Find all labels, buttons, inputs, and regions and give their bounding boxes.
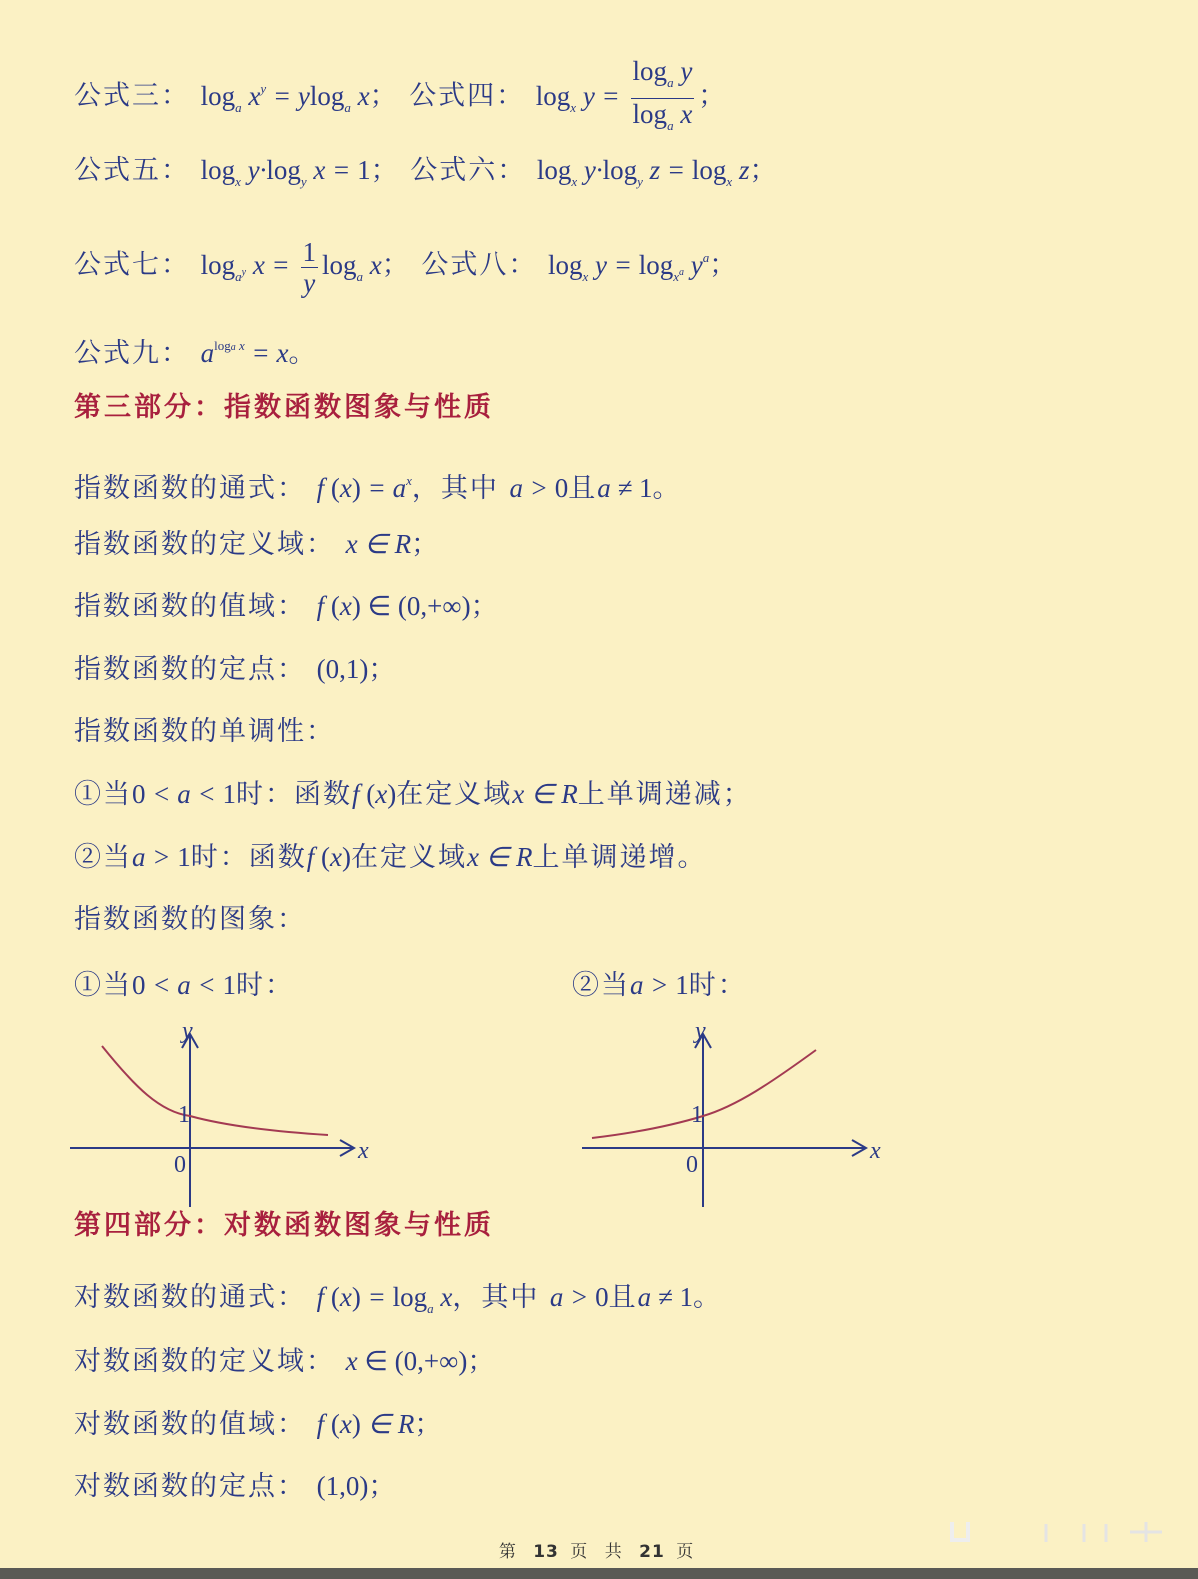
formula-7-8-line: 公式七： $\log_{a^y} x$ = $\frac{1}{y}$ $\log_a x$； 公式八： $\log_x y = \log_{x^a} y^a$； bbox=[74, 237, 739, 298]
graph2-caption-suffix: 时： bbox=[688, 970, 747, 1001]
formula-3-label: 公式三： bbox=[74, 80, 190, 112]
formula-9-label: 公式九： bbox=[74, 338, 190, 369]
intercept-label: 1 bbox=[178, 1102, 190, 1128]
formula-8-label: 公式八： bbox=[421, 249, 538, 281]
bottom-bar bbox=[0, 1568, 1198, 1579]
footer-total-pages: 21 bbox=[639, 1542, 665, 1562]
mono2-mid: 时：函数 bbox=[190, 842, 307, 873]
graph-1-caption: ①当0 < a < 1时： bbox=[74, 970, 294, 1001]
formula-8: $\log_x y = \log_{x^a} y^a$ bbox=[547, 249, 710, 284]
log-domain-value: x ∈ (0,+∞) bbox=[345, 1346, 468, 1376]
exp-monotonic-label: 指数函数的单调性： bbox=[74, 716, 335, 747]
exp-range-label: 指数函数的值域： bbox=[74, 591, 306, 622]
exp-monotonic-case-1: ①当0 < a < 1时：函数f (x)在定义域x ∈ R上单调递减； bbox=[74, 779, 752, 810]
exp-point-value: (0,1) bbox=[316, 654, 369, 684]
log-range-label: 对数函数的值域： bbox=[74, 1409, 306, 1440]
mono1-mid: 时：函数 bbox=[235, 779, 352, 810]
exp-graph-label: 指数函数的图象： bbox=[74, 904, 306, 935]
x-axis-label: x bbox=[870, 1138, 881, 1164]
formula-6: $\log_x y\cdot\log_y$ $z = \log_x z$ bbox=[536, 155, 750, 189]
curve bbox=[102, 1046, 328, 1135]
exp-range-value: f (x) ∈ (0,+∞) bbox=[316, 591, 471, 621]
log-point-value: (1,0) bbox=[316, 1471, 369, 1501]
mono2-condition: a > 1 bbox=[132, 842, 191, 872]
exp-general-tail: ，其中 bbox=[411, 473, 499, 504]
exp-general-condition: a > 0 bbox=[509, 473, 569, 503]
y-axis-label: y bbox=[695, 1018, 706, 1044]
log-point-label: 对数函数的定点： bbox=[74, 1471, 306, 1502]
footer-page-number: 13 bbox=[533, 1542, 559, 1562]
formula-3: $\log_a x^y = ylog_a$ x bbox=[200, 80, 370, 115]
intercept-label: 1 bbox=[691, 1102, 703, 1128]
log-general-label: 对数函数的通式： bbox=[74, 1282, 306, 1313]
mono1-domain: 在定义域 bbox=[396, 779, 513, 810]
graph-decreasing-exponential bbox=[60, 1012, 390, 1212]
formula-4: $\log_x y$ = $\frac{\log_a y}{\log_a x}$ bbox=[535, 56, 693, 133]
log-general-tail: ，其中 bbox=[452, 1282, 540, 1313]
log-domain: 对数函数的定义域： x ∈ (0,+∞)； bbox=[74, 1346, 497, 1377]
graph-increasing-exponential bbox=[572, 1012, 902, 1212]
formula-7: $\log_{a^y} x$ = $\frac{1}{y}$ $\log_a x$ bbox=[200, 237, 382, 298]
origin-label: 0 bbox=[686, 1152, 698, 1178]
x-axis-label: x bbox=[358, 1138, 369, 1164]
exp-general-form: 指数函数的通式： f $(x) = a^x$，其中 a > 0且a ≠ 1。 bbox=[74, 473, 682, 504]
exp-domain-label: 指数函数的定义域： bbox=[74, 529, 335, 560]
exp-general-formula: f $(x) = a^x$ bbox=[316, 473, 412, 503]
exp-general-label: 指数函数的通式： bbox=[74, 473, 306, 504]
formula-9-line: 公式九： $a^{loga x} = x$。 bbox=[74, 338, 318, 369]
graph2-caption-prefix: ②当 bbox=[572, 970, 630, 1001]
mono1-condition: 0 < a < 1 bbox=[132, 779, 236, 809]
mono1-prefix: ①当 bbox=[74, 779, 132, 810]
log-general-formula: f $(x) = \log_a x$ bbox=[316, 1282, 453, 1316]
log-fixed-point: 对数函数的定点： (1,0)； bbox=[74, 1471, 398, 1502]
section-3-heading: 第三部分：指数函数图象与性质 bbox=[74, 392, 494, 423]
exp-point-label: 指数函数的定点： bbox=[74, 654, 306, 685]
exp-fixed-point: 指数函数的定点： (0,1)； bbox=[74, 654, 398, 685]
footer-suffix: 页 bbox=[676, 1542, 700, 1562]
exp-range: 指数函数的值域： f (x) ∈ (0,+∞)； bbox=[74, 591, 500, 622]
formula-4-label: 公式四： bbox=[409, 80, 526, 112]
mono1-tail: 上单调递减； bbox=[577, 779, 752, 810]
log-range: 对数函数的值域： f (x) ∈ R； bbox=[74, 1409, 444, 1440]
formula-5-label: 公式五： bbox=[74, 155, 190, 186]
origin-label: 0 bbox=[174, 1152, 186, 1178]
log-general-form: 对数函数的通式： f $(x) = \log_a x$，其中 a > 0且a ≠ 1。 bbox=[74, 1282, 722, 1316]
exp-monotonic-case-2: ②当a > 1时：函数f (x)在定义域x ∈ R上单调递增。 bbox=[74, 842, 707, 873]
exp-domain: 指数函数的定义域： x ∈ R； bbox=[74, 529, 441, 560]
mono2-tail: 上单调递增。 bbox=[532, 842, 707, 873]
y-axis-label: y bbox=[182, 1018, 193, 1044]
footer-mid: 页 共 bbox=[570, 1542, 628, 1562]
log-domain-label: 对数函数的定义域： bbox=[74, 1346, 335, 1377]
log-general-end: 。 bbox=[692, 1282, 722, 1313]
formula-5: $\log_x y\cdot\log_y$ x = 1 bbox=[200, 155, 371, 189]
footer-prefix: 第 bbox=[498, 1542, 522, 1562]
graph1-caption-suffix: 时： bbox=[235, 970, 294, 1001]
exp-domain-value: x ∈ R bbox=[345, 529, 412, 559]
graph-2-caption: ②当a > 1时： bbox=[572, 970, 747, 1001]
graph1-caption-prefix: ①当 bbox=[74, 970, 132, 1001]
section-4-heading: 第四部分：对数函数图象与性质 bbox=[74, 1210, 494, 1241]
formula-7-label: 公式七： bbox=[74, 249, 190, 281]
formula-9: $a^{loga x} = x$ bbox=[200, 338, 289, 368]
log-range-value: f (x) ∈ R bbox=[316, 1409, 415, 1439]
log-general-condition: a > 0 bbox=[549, 1282, 609, 1312]
mono2-domain: 在定义域 bbox=[350, 842, 467, 873]
formula-6-label: 公式六： bbox=[410, 155, 527, 186]
mono2-prefix: ②当 bbox=[74, 842, 132, 873]
page-footer bbox=[0, 1537, 1198, 1562]
formula-5-6-line: 公式五： $\log_x y\cdot\log_y$ x = 1； 公式六： $\log_x y\cdot\log_y$ $z = \log_x z$； bbox=[74, 155, 779, 189]
exp-general-end: 。 bbox=[652, 473, 682, 504]
formula-3-4-line: 公式三： $\log_a x^y = ylog_a$ x； 公式四： $\log_x y$ = $\frac{\log_a y}{\log_a x}$ ； bbox=[74, 56, 728, 133]
